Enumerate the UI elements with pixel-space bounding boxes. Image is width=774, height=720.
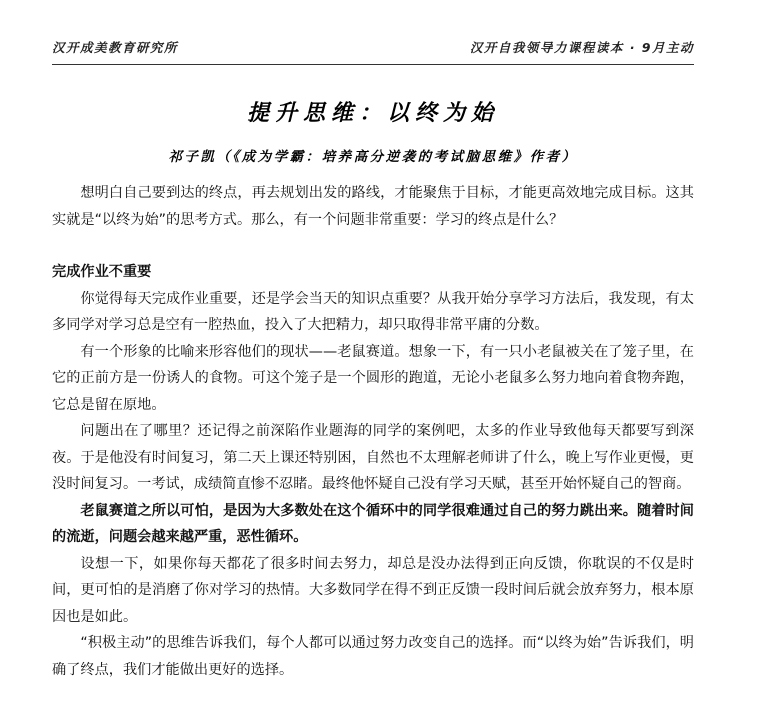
body-paragraph: 设想一下，如果你每天都花了很多时间去努力，却总是没办法得到正向反馈，你耽误的不仅是时间，更可怕的是消磨了你对学习的热情。大多数同学在得不到正反馈一段时间后就会放弃努力，根本原因也是如此。: [52, 555, 694, 625]
running-header: [52, 38, 694, 56]
header-right-text: 汉开自我领导力课程读本 · 9月主动: [469, 40, 694, 55]
header-left-text: 汉开成美教育研究所: [52, 40, 179, 55]
header-divider: [52, 64, 694, 65]
body-paragraph: 你觉得每天完成作业重要，还是学会当天的知识点重要？从我开始分享学习方法后，我发现，有太多同学对学习总是空有一腔热血，投入了大把精力，却只取得非常平庸的分数。: [52, 290, 694, 333]
article-body: [52, 180, 694, 683]
emphasis-paragraph: 老鼠赛道之所以可怕，是因为大多数处在这个循环中的同学很难通过自己的努力跳出来。随着时间的流逝，问题会越来越严重，恶性循环。: [52, 502, 694, 545]
article-byline: 祁子凯（《成为学霸：培养高分逆袭的考试脑思维》作者）: [168, 149, 578, 165]
body-paragraph: 问题出在了哪里？还记得之前深陷作业题海的同学的案例吧，太多的作业导致他每天都要写到深夜。于是他没有时间复习，第二天上课还特别困，自然也不太理解老师讲了什么，晚上写作业更慢，更没时间复习。一考试，成绩简直惨不忍睹。最终他怀疑自己没有学习天赋，甚至开始怀疑自己的智商。: [52, 423, 694, 492]
section-heading: 完成作业不重要: [52, 264, 152, 280]
intro-paragraph: 想明白自己要到达的终点，再去规划出发的路线，才能聚焦于目标，才能更高效地完成目标。这其实就是“以终为始”的思考方式。那么，有一个问题非常重要：学习的终点是什么？: [52, 185, 694, 228]
body-paragraph: “积极主动”的思维告诉我们，每个人都可以通过努力改变自己的选择。而“以终为始”告诉我们，明确了终点，我们才能做出更好的选择。: [52, 635, 694, 678]
document-page: [52, 0, 694, 720]
body-paragraph: 有一个形象的比喻来形容他们的现状——老鼠赛道。想象一下，有一只小老鼠被关在了笼子里，在它的正前方是一份诱人的食物。可这个笼子是一个圆形的跑道，无论小老鼠多么努力地向着食物奔跑，它总是留在原地。: [52, 343, 694, 413]
article-title: 提升思维：以终为始: [246, 100, 499, 126]
